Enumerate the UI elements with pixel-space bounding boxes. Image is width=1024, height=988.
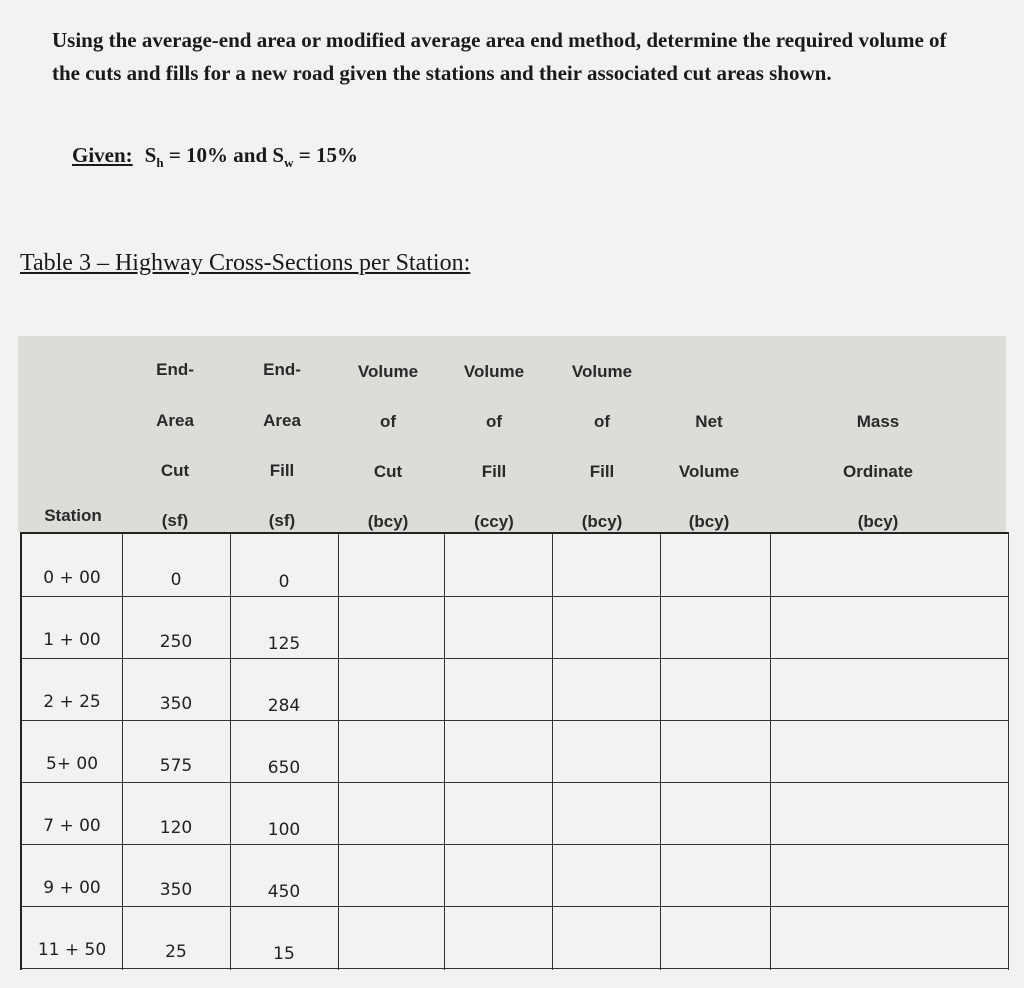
sw-symbol: S	[272, 143, 285, 167]
header-end-area-fill: End- Area Fill (sf)	[263, 360, 301, 530]
cut-area-cell: 120	[159, 818, 193, 838]
station-cell: 2 + 25	[43, 692, 101, 712]
header-volume-fill-bcy: Volume of Fill (bcy)	[571, 362, 633, 531]
table-row	[22, 658, 1008, 721]
table-row	[22, 596, 1008, 659]
station-cell: 9 + 00	[43, 878, 101, 898]
fill-area-cell: 100	[267, 820, 301, 840]
table-row	[22, 720, 1008, 783]
cut-area-cell: 250	[159, 632, 193, 652]
sw-subscript: w	[284, 155, 294, 171]
sh-symbol: S	[144, 143, 157, 167]
header-volume-fill-ccy: Volume of Fill (ccy)	[463, 362, 525, 531]
sh-subscript: h	[156, 155, 164, 171]
table-header	[18, 336, 1006, 532]
header-end-area-cut: End- Area Cut (sf)	[156, 360, 194, 530]
station-table	[20, 532, 1009, 970]
fill-area-cell: 650	[267, 758, 301, 778]
sw-value: = 15%	[293, 143, 358, 167]
header-mass-ordinate: Mass Ordinate (bcy)	[843, 412, 913, 531]
cut-area-cell: 0	[170, 570, 182, 590]
header-station: Station	[44, 506, 102, 525]
cut-area-cell: 350	[159, 694, 193, 714]
cut-area-cell: 575	[159, 756, 193, 776]
sh-value: = 10% and	[163, 143, 273, 167]
header-net-volume: Net Volume (bcy)	[678, 412, 740, 531]
station-cell: 0 + 00	[43, 568, 101, 588]
fill-area-cell: 450	[267, 882, 301, 902]
given-line	[72, 143, 358, 171]
cut-area-cell: 25	[165, 942, 187, 962]
fill-area-cell: 125	[267, 634, 301, 654]
table-row	[22, 534, 1008, 597]
table-row	[22, 844, 1008, 907]
cut-area-cell: 350	[159, 880, 193, 900]
station-cell: 5+ 00	[45, 754, 99, 774]
given-label: Given:	[72, 143, 133, 167]
station-cell: 1 + 00	[43, 630, 101, 650]
station-cell: 7 + 00	[43, 816, 101, 836]
header-volume-cut-bcy: Volume of Cut (bcy)	[357, 362, 419, 531]
fill-area-cell: 284	[267, 696, 301, 716]
table-row	[22, 906, 1008, 969]
station-cell: 11 + 50	[37, 940, 107, 960]
fill-area-cell: 15	[273, 944, 295, 964]
table-row	[22, 782, 1008, 845]
fill-area-cell: 0	[278, 572, 290, 592]
problem-statement: Using the average-end area or modified average area end method, determine the required volume of the cuts and fills for a new road given the stations and their associated cut areas shown.	[52, 28, 947, 85]
table-caption: Table 3 – Highway Cross-Sections per Station:	[20, 250, 471, 276]
